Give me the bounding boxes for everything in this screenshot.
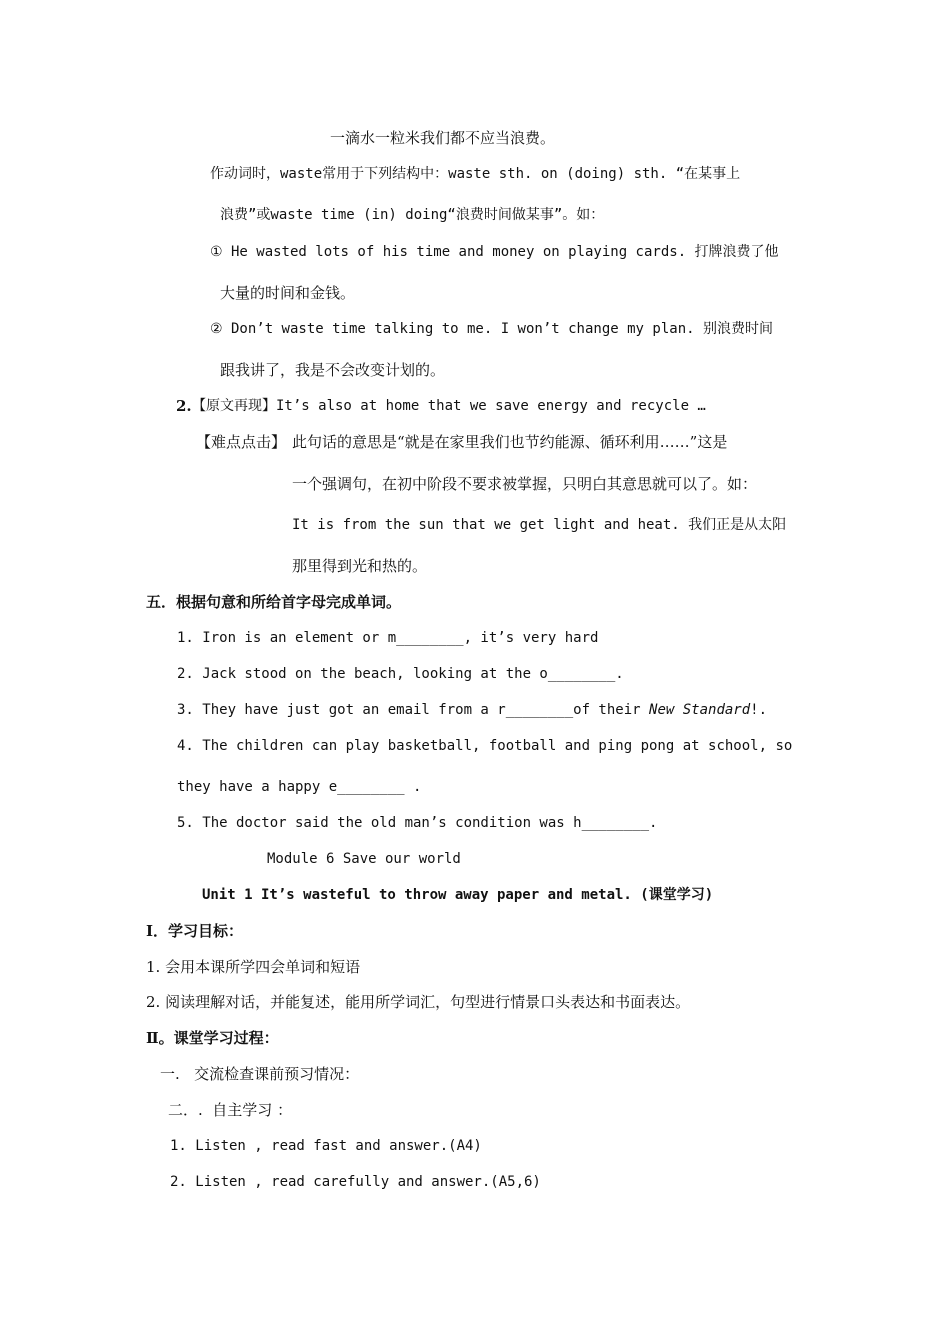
example-1-translation: 大量的时间和金钱。 — [220, 284, 356, 302]
original-text-line: 【原文再现】It’s also at home that we save energy and recycle … — [192, 398, 706, 414]
exercise-item: 5. The doctor said the old man’s condition was h________. — [177, 815, 658, 831]
example-2-line: ② Don’t waste time talking to me. I won’t change my plan. 别浪费时间 — [210, 321, 773, 337]
section-heading: 五．根据句意和所给首字母完成单词。 — [146, 593, 402, 611]
exercise-item: 4. The children can play basketball, football and ping pong at school, so — [177, 738, 793, 754]
process-step: 一. 交流检查课前预习情况： — [160, 1065, 360, 1083]
text-line: 一滴水一粒米我们都不应当浪费。 — [330, 129, 556, 147]
objectives-heading: I．学习目标： — [146, 922, 244, 940]
objective-item: 2. 阅读理解对话，并能复述，能用所学词汇，句型进行情景口头表达和书面表达。 — [146, 993, 691, 1011]
objective-item: 1. 会用本课所学四会单词和短语 — [146, 958, 361, 976]
example-2-translation: 跟我讲了，我是不会改变计划的。 — [220, 361, 446, 379]
text-line: 浪费”或waste time (in) doing“浪费时间做某事”。如： — [220, 207, 605, 223]
note-line: 那里得到光和热的。 — [292, 557, 428, 575]
exercise-text: 3. They have just got an email from a r________of their — [177, 702, 650, 718]
note-line: 一个强调句，在初中阶段不要求被掌握，只明白其意思就可以了。如： — [292, 475, 758, 493]
module-title: Module 6 Save our world — [267, 851, 461, 867]
exercise-item-continued: they have a happy e________ . — [177, 779, 422, 795]
exercise-item: 2. Jack stood on the beach, looking at the o________. — [177, 666, 624, 682]
example-1-line: ① He wasted lots of his time and money on playing cards. 打牌浪费了他 — [210, 244, 779, 260]
note-line: It is from the sun that we get light and heat. 我们正是从太阳 — [292, 517, 787, 533]
difficulty-label: 【难点点击】 — [196, 433, 287, 451]
process-step: 二．. 自主学习 ： — [168, 1101, 293, 1119]
book-title: New Standard — [649, 702, 751, 718]
exercise-item — [177, 700, 767, 720]
task-item: 1. Listen , read fast and answer.(A4) — [170, 1138, 482, 1154]
unit-title: Unit 1 It’s wasteful to throw away paper and metal. (课堂学习) — [202, 887, 714, 903]
text-line: 作动词时，waste常用于下列结构中：waste sth. on (doing) sth. “在某事上 — [210, 166, 741, 182]
process-heading: Ⅱ。课堂学习过程： — [146, 1029, 279, 1047]
item-number: 2. — [176, 397, 192, 415]
note-line: 此句话的意思是“就是在家里我们也节约能源、循环利用……”这是 — [292, 433, 728, 451]
task-item: 2. Listen , read carefully and answer.(A5,6) — [170, 1174, 541, 1190]
exercise-text: !. — [750, 702, 768, 718]
exercise-item: 1. Iron is an element or m________, it’s very hard — [177, 630, 599, 646]
